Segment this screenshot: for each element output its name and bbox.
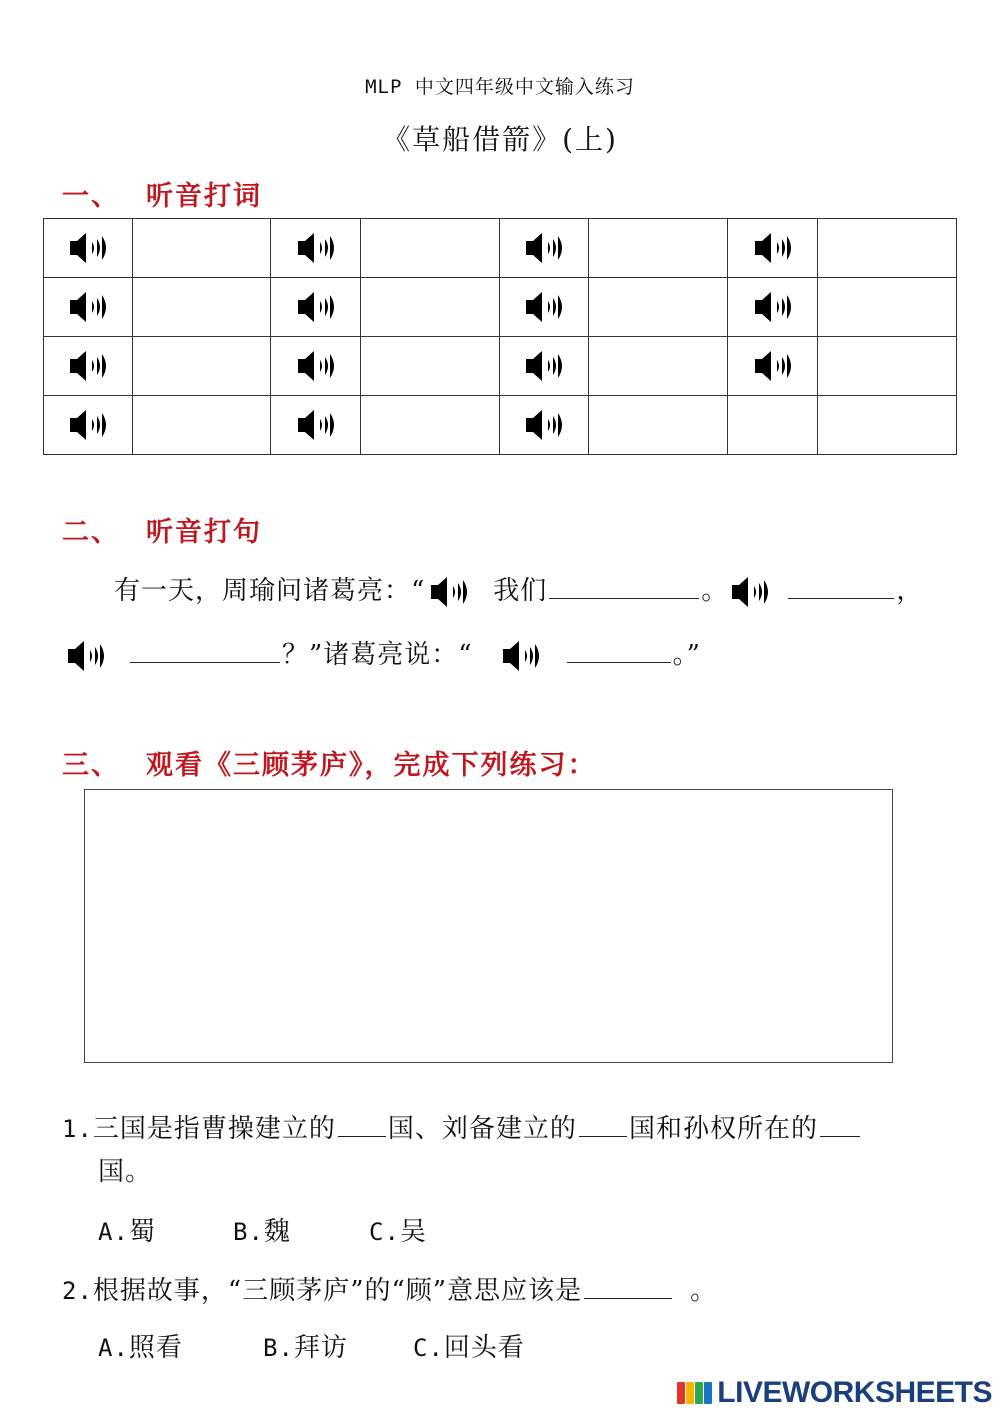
sentence-line-1 bbox=[114, 570, 923, 612]
answer-blank[interactable] bbox=[584, 1272, 672, 1299]
page-title: 《草船借箭》(上) bbox=[382, 123, 618, 156]
speaker-icon[interactable] bbox=[66, 287, 110, 327]
option-letter: B. bbox=[233, 1218, 264, 1246]
option-c[interactable] bbox=[369, 1211, 427, 1248]
section-3-title: 观看《三顾茅庐》，完成下列练习： bbox=[146, 750, 597, 781]
section-1-heading bbox=[62, 174, 262, 213]
brand-logo-icon bbox=[677, 1382, 713, 1404]
question-2-number: 2. bbox=[62, 1277, 93, 1305]
speaker-icon[interactable] bbox=[294, 405, 338, 445]
speaker-icon[interactable] bbox=[66, 405, 110, 445]
section-2-number: 二、 bbox=[62, 517, 120, 548]
answer-blank[interactable] bbox=[579, 1110, 627, 1137]
speaker-icon[interactable] bbox=[522, 228, 566, 268]
sentence-text: 。” bbox=[672, 640, 701, 670]
answer-cell[interactable] bbox=[133, 219, 271, 278]
question-1 bbox=[62, 1108, 862, 1145]
option-b[interactable] bbox=[263, 1327, 413, 1364]
audio-cell[interactable] bbox=[728, 337, 817, 396]
sentence-text: ？”诸葛亮说：“ bbox=[282, 640, 473, 670]
answer-cell[interactable] bbox=[133, 278, 271, 337]
speaker-icon[interactable] bbox=[427, 572, 471, 612]
speaker-icon[interactable] bbox=[751, 287, 795, 327]
speaker-icon[interactable] bbox=[728, 572, 772, 612]
answer-blank[interactable] bbox=[549, 572, 699, 599]
speaker-icon[interactable] bbox=[294, 346, 338, 386]
audio-cell[interactable] bbox=[499, 278, 588, 337]
option-text: 回头看 bbox=[443, 1333, 525, 1363]
answer-cell[interactable] bbox=[360, 278, 499, 337]
section-1-title: 听音打词 bbox=[146, 181, 262, 212]
sentence-text: 。 bbox=[701, 576, 729, 606]
audio-cell[interactable] bbox=[271, 396, 360, 455]
option-letter: C. bbox=[413, 1334, 444, 1362]
answer-blank[interactable] bbox=[567, 636, 671, 663]
answer-blank[interactable] bbox=[130, 636, 280, 663]
section-2-heading bbox=[62, 510, 262, 549]
audio-cell[interactable] bbox=[44, 219, 133, 278]
empty-cell bbox=[728, 396, 817, 455]
question-1-continuation bbox=[98, 1151, 152, 1188]
audio-cell[interactable] bbox=[499, 337, 588, 396]
answer-cell[interactable] bbox=[360, 396, 499, 455]
brand-name: LIVEWORKSHEETS bbox=[717, 1376, 992, 1409]
speaker-icon[interactable] bbox=[294, 228, 338, 268]
grid-row bbox=[44, 278, 957, 337]
question-text: 国、刘备建立的 bbox=[387, 1114, 577, 1144]
speaker-icon[interactable] bbox=[522, 346, 566, 386]
speaker-icon[interactable] bbox=[499, 636, 543, 676]
question-text: 。 bbox=[690, 1276, 718, 1306]
audio-cell[interactable] bbox=[44, 337, 133, 396]
section-1-number: 一、 bbox=[62, 181, 120, 212]
section-2-title: 听音打句 bbox=[146, 517, 262, 548]
section-3-heading bbox=[62, 743, 597, 782]
sentence-text: 有一天，周瑜问诸葛亮：“ bbox=[114, 576, 426, 606]
grid-row bbox=[44, 396, 957, 455]
audio-cell[interactable] bbox=[728, 278, 817, 337]
speaker-icon[interactable] bbox=[294, 287, 338, 327]
audio-cell[interactable] bbox=[728, 219, 817, 278]
answer-cell[interactable] bbox=[817, 219, 956, 278]
audio-cell[interactable] bbox=[499, 396, 588, 455]
option-letter: A. bbox=[98, 1334, 129, 1362]
answer-cell[interactable] bbox=[133, 396, 271, 455]
audio-cell[interactable] bbox=[271, 278, 360, 337]
answer-blank[interactable] bbox=[820, 1110, 860, 1137]
option-letter: B. bbox=[263, 1334, 294, 1362]
video-player-box[interactable] bbox=[84, 789, 893, 1063]
answer-cell[interactable] bbox=[817, 337, 956, 396]
option-text: 吴 bbox=[399, 1217, 427, 1247]
empty-cell bbox=[817, 396, 956, 455]
audio-cell[interactable] bbox=[271, 337, 360, 396]
option-text: 魏 bbox=[263, 1217, 291, 1247]
option-c[interactable] bbox=[413, 1327, 525, 1364]
answer-cell[interactable] bbox=[360, 337, 499, 396]
option-b[interactable] bbox=[233, 1211, 369, 1248]
speaker-icon[interactable] bbox=[751, 346, 795, 386]
section-3-number: 三、 bbox=[62, 750, 120, 781]
answer-cell[interactable] bbox=[589, 396, 728, 455]
answer-cell[interactable] bbox=[133, 337, 271, 396]
option-text: 拜访 bbox=[293, 1333, 348, 1363]
option-letter: C. bbox=[369, 1218, 400, 1246]
answer-cell[interactable] bbox=[589, 219, 728, 278]
audio-cell[interactable] bbox=[271, 219, 360, 278]
audio-cell[interactable] bbox=[499, 219, 588, 278]
sentence-line-2 bbox=[64, 634, 701, 676]
option-text: 照看 bbox=[128, 1333, 183, 1363]
grid-row bbox=[44, 219, 957, 278]
question-text: 国。 bbox=[98, 1157, 153, 1187]
speaker-icon[interactable] bbox=[66, 228, 110, 268]
sentence-text: ， bbox=[896, 576, 924, 606]
question-1-options bbox=[98, 1211, 427, 1248]
answer-blank[interactable] bbox=[338, 1110, 386, 1137]
answer-cell[interactable] bbox=[817, 278, 956, 337]
grid-row bbox=[44, 337, 957, 396]
answer-cell[interactable] bbox=[589, 278, 728, 337]
question-text: 国和孙权所在的 bbox=[628, 1114, 818, 1144]
speaker-icon[interactable] bbox=[522, 287, 566, 327]
audio-cell[interactable] bbox=[44, 396, 133, 455]
speaker-icon[interactable] bbox=[522, 405, 566, 445]
answer-cell[interactable] bbox=[360, 219, 499, 278]
question-1-number: 1. bbox=[62, 1115, 93, 1143]
option-a[interactable] bbox=[98, 1327, 263, 1364]
answer-cell[interactable] bbox=[589, 337, 728, 396]
sentence-text: 我们 bbox=[493, 576, 548, 606]
question-2 bbox=[62, 1270, 717, 1307]
option-a[interactable] bbox=[98, 1211, 233, 1248]
listen-type-words-grid bbox=[43, 218, 957, 455]
speaker-icon[interactable] bbox=[751, 228, 795, 268]
worksheet-subtitle: MLP 中文四年级中文输入练习 bbox=[365, 76, 635, 98]
speaker-icon[interactable] bbox=[66, 346, 110, 386]
answer-blank[interactable] bbox=[788, 572, 894, 599]
audio-cell[interactable] bbox=[44, 278, 133, 337]
option-text: 蜀 bbox=[128, 1217, 156, 1247]
question-text: 根据故事，“三顾茅庐”的“顾”意思应该是 bbox=[92, 1276, 583, 1306]
question-text: 三国是指曹操建立的 bbox=[92, 1114, 336, 1144]
option-letter: A. bbox=[98, 1218, 129, 1246]
liveworksheets-brand[interactable] bbox=[677, 1378, 992, 1408]
speaker-icon[interactable] bbox=[64, 636, 108, 676]
question-2-options bbox=[98, 1327, 525, 1364]
